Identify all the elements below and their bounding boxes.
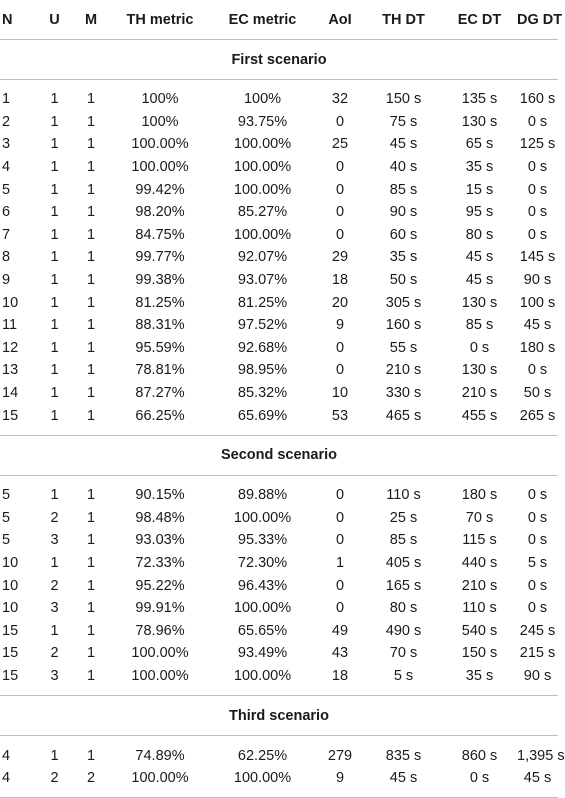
- cell-aoi: 49: [331, 622, 349, 639]
- cell-dg-dt: 5 s: [527, 554, 548, 571]
- cell-ec-metric: 97.52%: [237, 317, 288, 334]
- cell-m: 1: [86, 362, 96, 379]
- cell-aoi: 10: [331, 385, 349, 402]
- cell-th-metric: 99.77%: [135, 249, 185, 266]
- cell-aoi: 20: [331, 294, 349, 311]
- cell-ec-metric: 100.00%: [233, 159, 292, 176]
- col-header-ec-metric: EC metric: [210, 0, 315, 40]
- cell-n: 10: [2, 600, 19, 617]
- cell-u: 1: [50, 339, 59, 356]
- cell-aoi: 0: [335, 159, 345, 176]
- cell-th-metric: 100.00%: [131, 667, 189, 684]
- cell-n: 15: [2, 622, 19, 639]
- cell-ec-dt: 455 s: [461, 407, 498, 424]
- section-header-row: [0, 696, 558, 736]
- cell-ec-dt: 130 s: [461, 362, 498, 379]
- table-row: [0, 178, 558, 201]
- cell-n: 11: [2, 317, 18, 334]
- cell-th-metric: 99.42%: [135, 181, 185, 198]
- cell-m: 1: [86, 136, 96, 153]
- cell-aoi: 9: [335, 770, 345, 787]
- cell-dg-dt: 215 s: [519, 645, 556, 662]
- cell-dg-dt: 0 s: [527, 487, 548, 504]
- table-row: [0, 767, 558, 790]
- cell-aoi: 1: [335, 554, 345, 571]
- cell-n: 15: [2, 667, 19, 684]
- cell-ec-dt: 0 s: [469, 339, 490, 356]
- cell-aoi: 0: [335, 362, 345, 379]
- cell-th-dt: 210 s: [385, 362, 422, 379]
- cell-m: 1: [86, 339, 96, 356]
- cell-u: 2: [50, 770, 59, 787]
- cell-dg-dt: 180 s: [519, 339, 556, 356]
- cell-th-metric: 66.25%: [135, 407, 185, 424]
- cell-m: 1: [86, 249, 96, 266]
- cell-dg-dt: 0 s: [527, 226, 548, 243]
- section-header-row: [0, 435, 558, 475]
- cell-th-dt: 45 s: [389, 136, 418, 153]
- table-row: [0, 484, 558, 507]
- cell-ec-metric: 100.00%: [233, 226, 292, 243]
- cell-n: 12: [2, 339, 19, 356]
- cell-ec-dt: 45 s: [465, 272, 494, 289]
- cell-n: 15: [2, 645, 19, 662]
- spacer-cell: [0, 687, 558, 696]
- spacer-cell: [0, 80, 558, 89]
- cell-u: 1: [50, 622, 59, 639]
- cell-aoi: 18: [331, 272, 349, 289]
- cell-th-dt: 835 s: [385, 747, 422, 764]
- cell-ec-dt: 180 s: [461, 487, 498, 504]
- cell-th-metric: 78.96%: [135, 622, 185, 639]
- cell-dg-dt: 50 s: [523, 385, 552, 402]
- cell-dg-dt: 45 s: [523, 770, 552, 787]
- col-header-dg-dt: DG DT: [517, 0, 558, 40]
- cell-th-metric: 100.00%: [131, 645, 189, 662]
- cell-m: 2: [86, 770, 96, 787]
- cell-ec-dt: 150 s: [461, 645, 498, 662]
- cell-th-metric: 99.91%: [135, 600, 185, 617]
- cell-u: 2: [50, 509, 59, 526]
- cell-u: 2: [50, 577, 59, 594]
- cell-n: 8: [2, 249, 11, 266]
- spacer-row: [0, 475, 558, 484]
- cell-ec-metric: 92.68%: [237, 339, 288, 356]
- table-row: [0, 246, 558, 269]
- cell-u: 3: [50, 667, 59, 684]
- cell-th-metric: 81.25%: [135, 294, 185, 311]
- cell-u: 1: [50, 113, 59, 130]
- cell-dg-dt: 100 s: [519, 294, 556, 311]
- table-row: [0, 224, 558, 247]
- cell-th-metric: 78.81%: [135, 362, 185, 379]
- cell-n: 6: [2, 204, 11, 221]
- cell-u: 2: [50, 645, 59, 662]
- cell-ec-metric: 100.00%: [233, 667, 292, 684]
- cell-th-metric: 88.31%: [135, 317, 185, 334]
- spacer-cell: [0, 736, 558, 745]
- table-row: [0, 133, 558, 156]
- cell-m: 1: [86, 317, 96, 334]
- cell-th-dt: 90 s: [389, 204, 418, 221]
- cell-th-dt: 490 s: [385, 622, 422, 639]
- spacer-row: [0, 427, 558, 436]
- cell-m: 1: [86, 554, 96, 571]
- cell-aoi: 0: [335, 339, 345, 356]
- cell-th-metric: 100%: [141, 91, 179, 108]
- cell-u: 1: [50, 385, 59, 402]
- cell-aoi: 0: [335, 509, 345, 526]
- cell-th-dt: 305 s: [385, 294, 422, 311]
- table-row: [0, 404, 558, 427]
- spacer-cell: [0, 789, 558, 798]
- cell-n: 5: [2, 532, 11, 549]
- cell-u: 1: [50, 487, 59, 504]
- col-header-n: N: [0, 0, 37, 40]
- cell-n: 10: [2, 577, 19, 594]
- cell-th-dt: 5 s: [393, 667, 414, 684]
- cell-ec-metric: 96.43%: [237, 577, 288, 594]
- cell-u: 1: [50, 554, 59, 571]
- cell-th-metric: 74.89%: [135, 747, 185, 764]
- cell-u: 1: [50, 317, 59, 334]
- cell-dg-dt: 265 s: [519, 407, 556, 424]
- cell-dg-dt: 245 s: [519, 622, 556, 639]
- cell-dg-dt: 0 s: [527, 204, 548, 221]
- cell-u: 3: [50, 532, 59, 549]
- cell-m: 1: [86, 181, 96, 198]
- cell-ec-dt: 80 s: [465, 226, 494, 243]
- table-row: [0, 552, 558, 575]
- cell-dg-dt: 0 s: [527, 159, 548, 176]
- cell-aoi: 0: [335, 487, 345, 504]
- cell-th-dt: 40 s: [389, 159, 418, 176]
- cell-th-metric: 72.33%: [135, 554, 185, 571]
- cell-m: 1: [86, 509, 96, 526]
- col-header-th-metric: TH metric: [110, 0, 210, 40]
- section-title: Second scenario: [0, 435, 558, 475]
- cell-ec-metric: 62.25%: [237, 747, 288, 764]
- table-row: [0, 574, 558, 597]
- cell-n: 5: [2, 487, 11, 504]
- cell-dg-dt: 125 s: [519, 136, 556, 153]
- cell-dg-dt: 45 s: [523, 317, 552, 334]
- cell-m: 1: [86, 487, 96, 504]
- cell-th-metric: 93.03%: [135, 532, 185, 549]
- cell-m: 1: [86, 204, 96, 221]
- table-row: [0, 156, 558, 179]
- table-row: [0, 597, 558, 620]
- spacer-cell: [0, 475, 558, 484]
- table-row: [0, 201, 558, 224]
- cell-dg-dt: 90 s: [523, 667, 552, 684]
- cell-u: 1: [50, 407, 59, 424]
- cell-ec-dt: 130 s: [461, 294, 498, 311]
- cell-th-dt: 85 s: [389, 532, 418, 549]
- table-row: [0, 529, 558, 552]
- cell-aoi: 0: [335, 600, 345, 617]
- cell-dg-dt: 0 s: [527, 532, 548, 549]
- cell-ec-dt: 85 s: [465, 317, 494, 334]
- cell-aoi: 279: [327, 747, 353, 764]
- cell-n: 10: [2, 294, 19, 311]
- cell-aoi: 53: [331, 407, 349, 424]
- col-header-m: M: [72, 0, 110, 40]
- cell-m: 1: [86, 226, 96, 243]
- cell-th-metric: 100.00%: [131, 159, 189, 176]
- cell-ec-dt: 70 s: [465, 509, 494, 526]
- cell-th-dt: 85 s: [389, 181, 418, 198]
- cell-u: 1: [50, 181, 59, 198]
- cell-n: 14: [2, 385, 19, 402]
- table-row: [0, 382, 558, 405]
- cell-th-metric: 90.15%: [135, 487, 185, 504]
- cell-dg-dt: 0 s: [527, 113, 548, 130]
- cell-aoi: 32: [331, 91, 349, 108]
- cell-th-metric: 95.22%: [135, 577, 185, 594]
- cell-ec-metric: 93.07%: [237, 272, 288, 289]
- cell-ec-metric: 100.00%: [233, 136, 292, 153]
- cell-th-metric: 84.75%: [135, 226, 185, 243]
- cell-th-metric: 95.59%: [135, 339, 185, 356]
- cell-m: 1: [86, 622, 96, 639]
- cell-ec-dt: 65 s: [465, 136, 494, 153]
- table-row: [0, 665, 558, 688]
- cell-aoi: 0: [335, 577, 345, 594]
- table-row: [0, 744, 558, 767]
- table-row: [0, 88, 558, 111]
- cell-th-dt: 405 s: [385, 554, 422, 571]
- section-title: First scenario: [0, 40, 558, 80]
- spacer-row: [0, 80, 558, 89]
- cell-u: 1: [50, 294, 59, 311]
- cell-m: 1: [86, 385, 96, 402]
- table-row: [0, 642, 558, 665]
- cell-th-metric: 87.27%: [135, 385, 185, 402]
- cell-n: 1: [2, 91, 11, 108]
- col-header-th-dt: TH DT: [365, 0, 442, 40]
- cell-dg-dt: 0 s: [527, 181, 548, 198]
- cell-u: 1: [50, 272, 59, 289]
- cell-m: 1: [86, 113, 96, 130]
- cell-u: 1: [50, 747, 59, 764]
- cell-m: 1: [86, 645, 96, 662]
- cell-m: 1: [86, 747, 96, 764]
- cell-ec-metric: 92.07%: [237, 249, 288, 266]
- cell-aoi: 0: [335, 204, 345, 221]
- col-header-u: U: [37, 0, 72, 40]
- cell-ec-dt: 45 s: [465, 249, 494, 266]
- cell-th-dt: 50 s: [389, 272, 418, 289]
- cell-u: 1: [50, 362, 59, 379]
- spacer-row: [0, 736, 558, 745]
- cell-ec-metric: 100%: [243, 91, 282, 108]
- spacer-row: [0, 789, 558, 798]
- cell-m: 1: [86, 294, 96, 311]
- table-row: [0, 314, 558, 337]
- cell-ec-metric: 100.00%: [233, 509, 292, 526]
- cell-th-metric: 100.00%: [131, 770, 189, 787]
- cell-ec-dt: 210 s: [461, 385, 498, 402]
- cell-n: 4: [2, 770, 11, 787]
- cell-th-dt: 45 s: [389, 770, 418, 787]
- cell-u: 1: [50, 226, 59, 243]
- cell-ec-dt: 35 s: [465, 159, 494, 176]
- cell-th-metric: 100.00%: [131, 136, 189, 153]
- cell-n: 7: [2, 226, 11, 243]
- cell-dg-dt: 90 s: [523, 272, 552, 289]
- cell-n: 3: [2, 136, 11, 153]
- cell-dg-dt: 145 s: [519, 249, 556, 266]
- cell-ec-dt: 15 s: [465, 181, 494, 198]
- cell-ec-metric: 100.00%: [233, 600, 292, 617]
- cell-dg-dt: 0 s: [527, 600, 548, 617]
- table-row: [0, 269, 558, 292]
- cell-th-dt: 330 s: [385, 385, 422, 402]
- section-title: Third scenario: [0, 696, 558, 736]
- cell-th-dt: 80 s: [389, 600, 418, 617]
- cell-aoi: 0: [335, 181, 345, 198]
- cell-n: 4: [2, 747, 11, 764]
- cell-ec-dt: 440 s: [461, 554, 498, 571]
- cell-th-metric: 100%: [141, 113, 179, 130]
- cell-n: 5: [2, 181, 11, 198]
- cell-th-dt: 110 s: [386, 487, 421, 504]
- cell-ec-metric: 95.33%: [237, 532, 288, 549]
- cell-m: 1: [86, 667, 96, 684]
- cell-ec-metric: 65.69%: [237, 407, 288, 424]
- cell-m: 1: [86, 577, 96, 594]
- cell-aoi: 0: [335, 113, 345, 130]
- cell-aoi: 0: [335, 532, 345, 549]
- cell-m: 1: [86, 600, 96, 617]
- cell-ec-metric: 93.49%: [237, 645, 288, 662]
- cell-th-dt: 165 s: [385, 577, 422, 594]
- cell-th-dt: 35 s: [389, 249, 418, 266]
- cell-th-metric: 98.20%: [135, 204, 185, 221]
- cell-dg-dt: 0 s: [527, 509, 548, 526]
- cell-th-metric: 98.48%: [135, 509, 185, 526]
- table-row: [0, 507, 558, 530]
- cell-u: 1: [50, 249, 59, 266]
- cell-ec-metric: 85.32%: [237, 385, 288, 402]
- cell-th-dt: 75 s: [389, 113, 418, 130]
- cell-aoi: 9: [335, 317, 345, 334]
- cell-ec-metric: 85.27%: [237, 204, 288, 221]
- cell-ec-dt: 210 s: [461, 577, 498, 594]
- section-header-row: [0, 40, 558, 80]
- cell-dg-dt: 1,395 s: [517, 747, 565, 764]
- cell-n: 2: [2, 113, 11, 130]
- cell-aoi: 25: [331, 136, 349, 153]
- cell-ec-metric: 100.00%: [233, 770, 292, 787]
- col-header-ec-dt: EC DT: [442, 0, 517, 40]
- cell-ec-metric: 98.95%: [237, 362, 288, 379]
- col-header-aoi: AoI: [315, 0, 365, 40]
- cell-u: 1: [50, 204, 59, 221]
- cell-m: 1: [86, 159, 96, 176]
- cell-th-metric: 99.38%: [135, 272, 185, 289]
- cell-u: 1: [50, 91, 59, 108]
- cell-ec-dt: 130 s: [461, 113, 498, 130]
- cell-dg-dt: 0 s: [527, 577, 548, 594]
- cell-dg-dt: 160 s: [519, 91, 556, 108]
- cell-u: 1: [50, 136, 59, 153]
- cell-aoi: 0: [335, 226, 345, 243]
- cell-m: 1: [86, 407, 96, 424]
- cell-ec-dt: 540 s: [461, 622, 498, 639]
- cell-aoi: 43: [331, 645, 349, 662]
- cell-th-dt: 160 s: [385, 317, 422, 334]
- cell-ec-metric: 100.00%: [233, 181, 292, 198]
- cell-th-dt: 150 s: [385, 91, 422, 108]
- table-row: [0, 111, 558, 134]
- cell-th-dt: 60 s: [389, 226, 418, 243]
- cell-n: 9: [2, 272, 11, 289]
- header-row: [0, 0, 558, 40]
- cell-ec-dt: 135 s: [461, 91, 498, 108]
- cell-ec-metric: 89.88%: [237, 487, 288, 504]
- cell-th-dt: 465 s: [385, 407, 422, 424]
- spacer-cell: [0, 427, 558, 436]
- cell-m: 1: [86, 532, 96, 549]
- table-row: [0, 619, 558, 642]
- cell-dg-dt: 0 s: [527, 362, 548, 379]
- cell-ec-dt: 110 s: [462, 600, 497, 617]
- cell-m: 1: [86, 272, 96, 289]
- cell-aoi: 29: [331, 249, 349, 266]
- cell-th-dt: 55 s: [389, 339, 418, 356]
- cell-n: 13: [2, 362, 19, 379]
- cell-ec-metric: 65.65%: [237, 622, 288, 639]
- cell-u: 1: [50, 159, 59, 176]
- spacer-row: [0, 687, 558, 696]
- cell-n: 10: [2, 554, 19, 571]
- cell-ec-dt: 95 s: [465, 204, 494, 221]
- table-row: [0, 337, 558, 360]
- cell-th-dt: 70 s: [389, 645, 418, 662]
- cell-ec-dt: 115 s: [462, 532, 497, 549]
- table-row: [0, 359, 558, 382]
- cell-u: 3: [50, 600, 59, 617]
- cell-th-dt: 25 s: [389, 509, 418, 526]
- cell-aoi: 18: [331, 667, 349, 684]
- cell-ec-dt: 35 s: [465, 667, 494, 684]
- cell-n: 5: [2, 509, 11, 526]
- cell-n: 15: [2, 407, 19, 424]
- table-row: [0, 291, 558, 314]
- cell-ec-dt: 0 s: [469, 770, 490, 787]
- cell-ec-metric: 81.25%: [237, 294, 288, 311]
- cell-n: 4: [2, 159, 11, 176]
- cell-ec-metric: 93.75%: [237, 113, 288, 130]
- cell-ec-metric: 72.30%: [237, 554, 288, 571]
- cell-m: 1: [86, 91, 96, 108]
- cell-ec-dt: 860 s: [461, 747, 498, 764]
